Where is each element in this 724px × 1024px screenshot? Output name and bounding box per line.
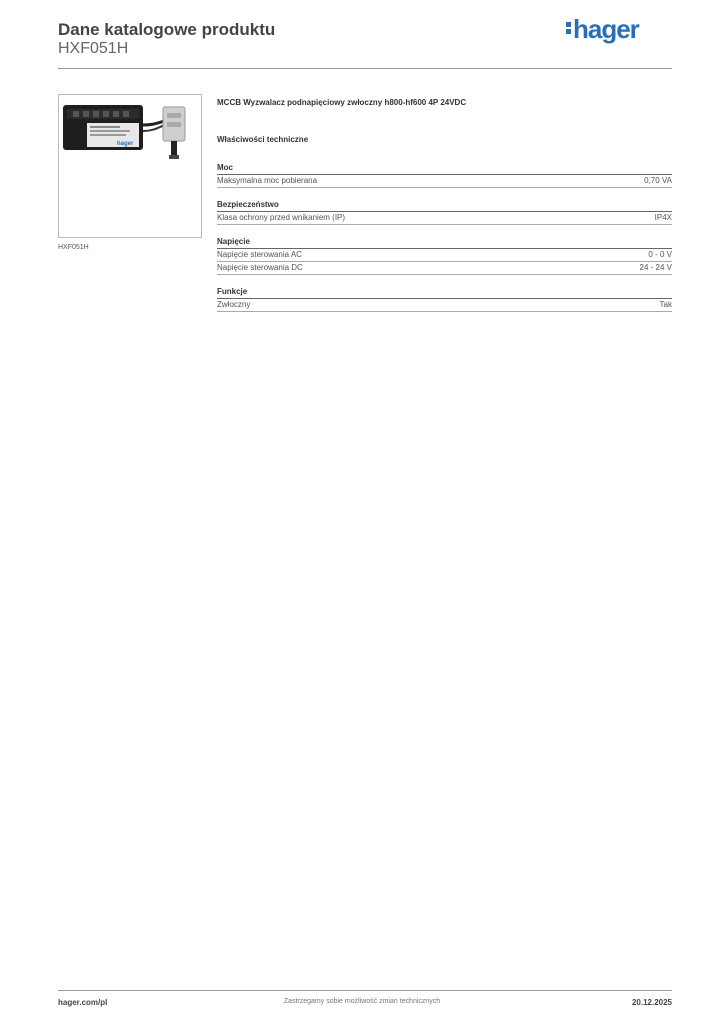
spec-row	[217, 212, 672, 225]
logo-text: hager	[573, 14, 639, 44]
product-name: MCCB Wyzwalacz podnapięciowy zwłoczny h800-hf600 4P 24VDC	[217, 98, 467, 107]
spec-value: IP4X	[654, 213, 672, 222]
spec-label: Napięcie sterowania AC	[217, 250, 302, 259]
spec-row	[217, 299, 672, 312]
specs-panel	[217, 98, 672, 322]
spec-row	[217, 249, 672, 262]
footer-divider	[58, 990, 672, 991]
spec-group-funkcje	[217, 285, 672, 312]
group-title: Bezpieczeństwo	[217, 198, 672, 212]
header-divider	[58, 68, 672, 69]
product-code: HXF051H	[58, 40, 129, 57]
spec-group-bezpieczenstwo	[217, 198, 672, 225]
logo-dots-icon	[566, 20, 571, 36]
image-caption: HXF051H	[58, 244, 89, 251]
undervoltage-release-icon	[59, 95, 201, 237]
group-title: Funkcje	[217, 285, 672, 299]
spec-label: Maksymalna moc pobierana	[217, 176, 318, 185]
spec-label: Klasa ochrony przed wnikaniem (IP)	[217, 213, 346, 222]
spec-row	[217, 262, 672, 275]
product-image	[58, 94, 202, 238]
group-title: Napięcie	[217, 235, 672, 249]
hager-logo	[566, 14, 639, 45]
footer-website-link[interactable]: hager.com/pl	[58, 998, 108, 1007]
spec-label: Zwłoczny	[217, 300, 251, 309]
footer-date: 20.12.2025	[631, 998, 672, 1007]
svg-text:hager: hager	[117, 141, 134, 147]
group-title: Moc	[217, 161, 672, 175]
spec-value: 24 - 24 V	[639, 263, 672, 272]
page-title: Dane katalogowe produktu	[58, 20, 276, 39]
spec-value: 0,70 VA	[644, 176, 672, 185]
section-title: Właściwości techniczne	[217, 135, 309, 144]
spec-value: Tak	[659, 300, 672, 309]
spec-value: 0 - 0 V	[648, 250, 672, 259]
spec-row	[217, 175, 672, 188]
spec-group-moc	[217, 161, 672, 188]
spec-group-napiecie	[217, 235, 672, 275]
spec-label: Napięcie sterowania DC	[217, 263, 303, 272]
footer-disclaimer: Zastrzegamy sobie możliwość zmian technicznych	[283, 998, 441, 1005]
